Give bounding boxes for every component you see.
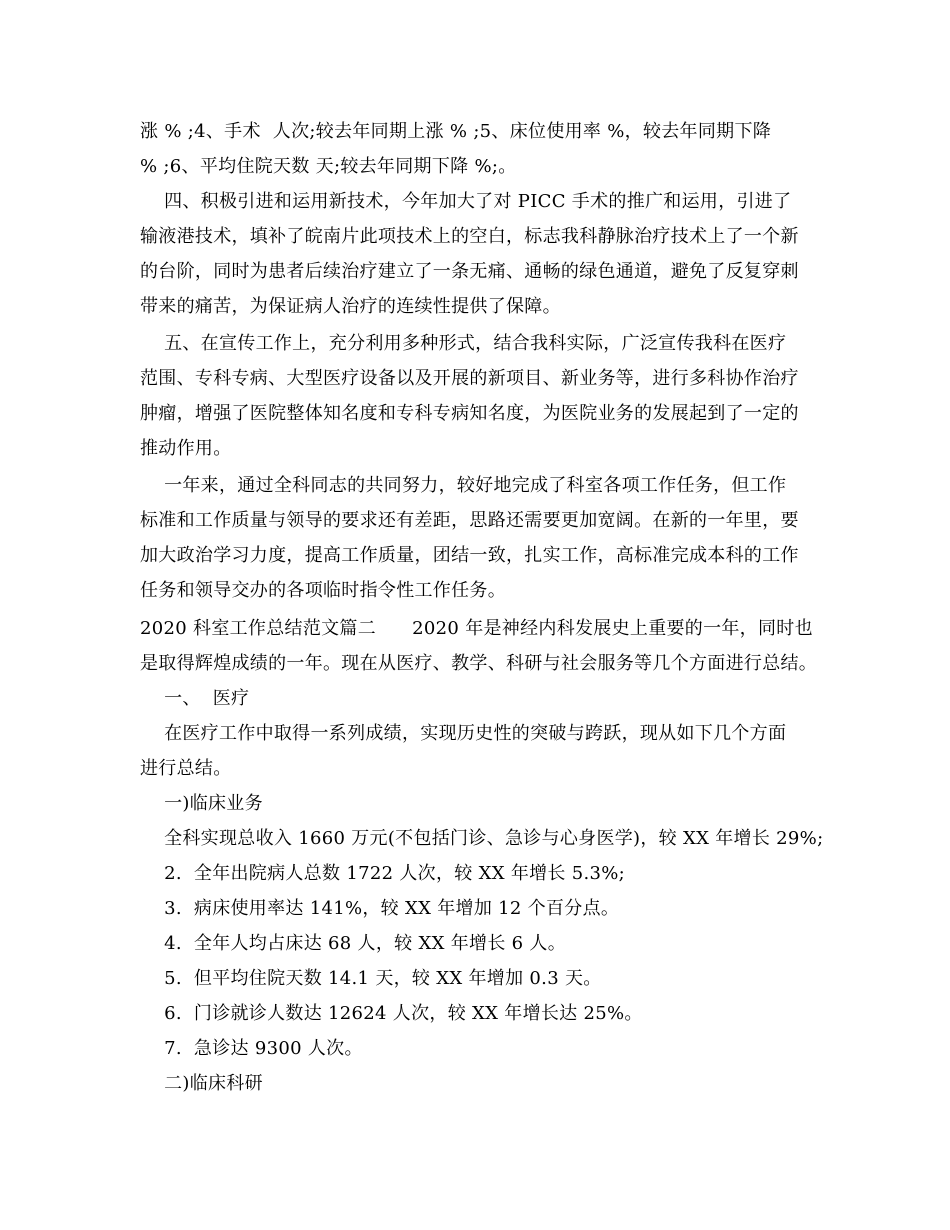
text-line: 推动作用。 [140, 438, 232, 459]
text-line: 五、在宣传工作上，充分利用多种形式，结合我科实际，广泛宣传我科在医疗 [140, 333, 787, 354]
subheading: 二)临床科研 [140, 1073, 263, 1094]
text-line: 加大政治学习力度，提高工作质量，团结一致，扎实工作，高标准完成本科的工作 [140, 545, 799, 566]
list-item: 5. 但平均住院天数 14.1 天，较 XX 年增加 0.3 天。 [140, 968, 602, 989]
section-heading: 2020 科室工作总结范文篇二 2020 年是神经内科发展史上重要的一年，同时也 [140, 618, 813, 639]
subheading: 一、 医疗 [140, 688, 250, 709]
list-item: 6. 门诊就诊人数达 12624 人次，较 XX 年增长达 25%。 [140, 1003, 643, 1024]
text-line: 的台阶，同时为患者后续治疗建立了一条无痛、通畅的绿色通道，避免了反复穿刺 [140, 261, 799, 282]
text-line: 输液港技术，填补了皖南片此项技术上的空白，标志我科静脉治疗技术上了一个新 [140, 226, 799, 247]
subheading: 一)临床业务 [140, 793, 263, 814]
text-line: 进行总结。 [140, 758, 232, 779]
text-line: 是取得辉煌成绩的一年。现在从医疗、教学、科研与社会服务等几个方面进行总结。 [140, 653, 818, 674]
text-line: 范围、专科专病、大型医疗设备以及开展的新项目、新业务等，进行多科协作治疗 [140, 368, 799, 389]
text-line: 在医疗工作中取得一系列成绩，实现历史性的突破与跨跃，现从如下几个方面 [140, 723, 787, 744]
list-item: 2. 全年出院病人总数 1722 人次，较 XX 年增长 5.3%; [140, 863, 626, 884]
text-line: 肿瘤，增强了医院整体知名度和专科专病知名度，为医院业务的发展起到了一定的 [140, 403, 799, 424]
list-item: 全科实现总收入 1660 万元(不包括门诊、急诊与心身医学)，较 XX 年增长 29%; [140, 828, 824, 849]
list-item: 7. 急诊达 9300 人次。 [140, 1038, 363, 1059]
text-line: 涨 % ;4、手术 人次;较去年同期上涨 % ;5、床位使用率 %，较去年同期下降 [140, 121, 772, 142]
text-line: 任务和领导交办的各项临时指令性工作任务。 [140, 580, 506, 601]
list-item: 3. 病床使用率达 141%，较 XX 年增加 12 个百分点。 [140, 898, 620, 919]
text-line: 四、积极引进和运用新技术，今年加大了对 PICC 手术的推广和运用，引进了 [140, 191, 792, 212]
text-line: 带来的痛苦，为保证病人治疗的连续性提供了保障。 [140, 296, 561, 317]
text-line: 一年来，通过全科同志的共同努力，较好地完成了科室各项工作任务，但工作 [140, 475, 787, 496]
text-line: 标准和工作质量与领导的要求还有差距，思路还需要更加宽阔。在新的一年里，要 [140, 510, 799, 531]
text-line: % ;6、平均住院天数 天;较去年同期下降 %;。 [140, 156, 517, 177]
list-item: 4. 全年人均占床达 68 人，较 XX 年增长 6 人。 [140, 933, 567, 954]
